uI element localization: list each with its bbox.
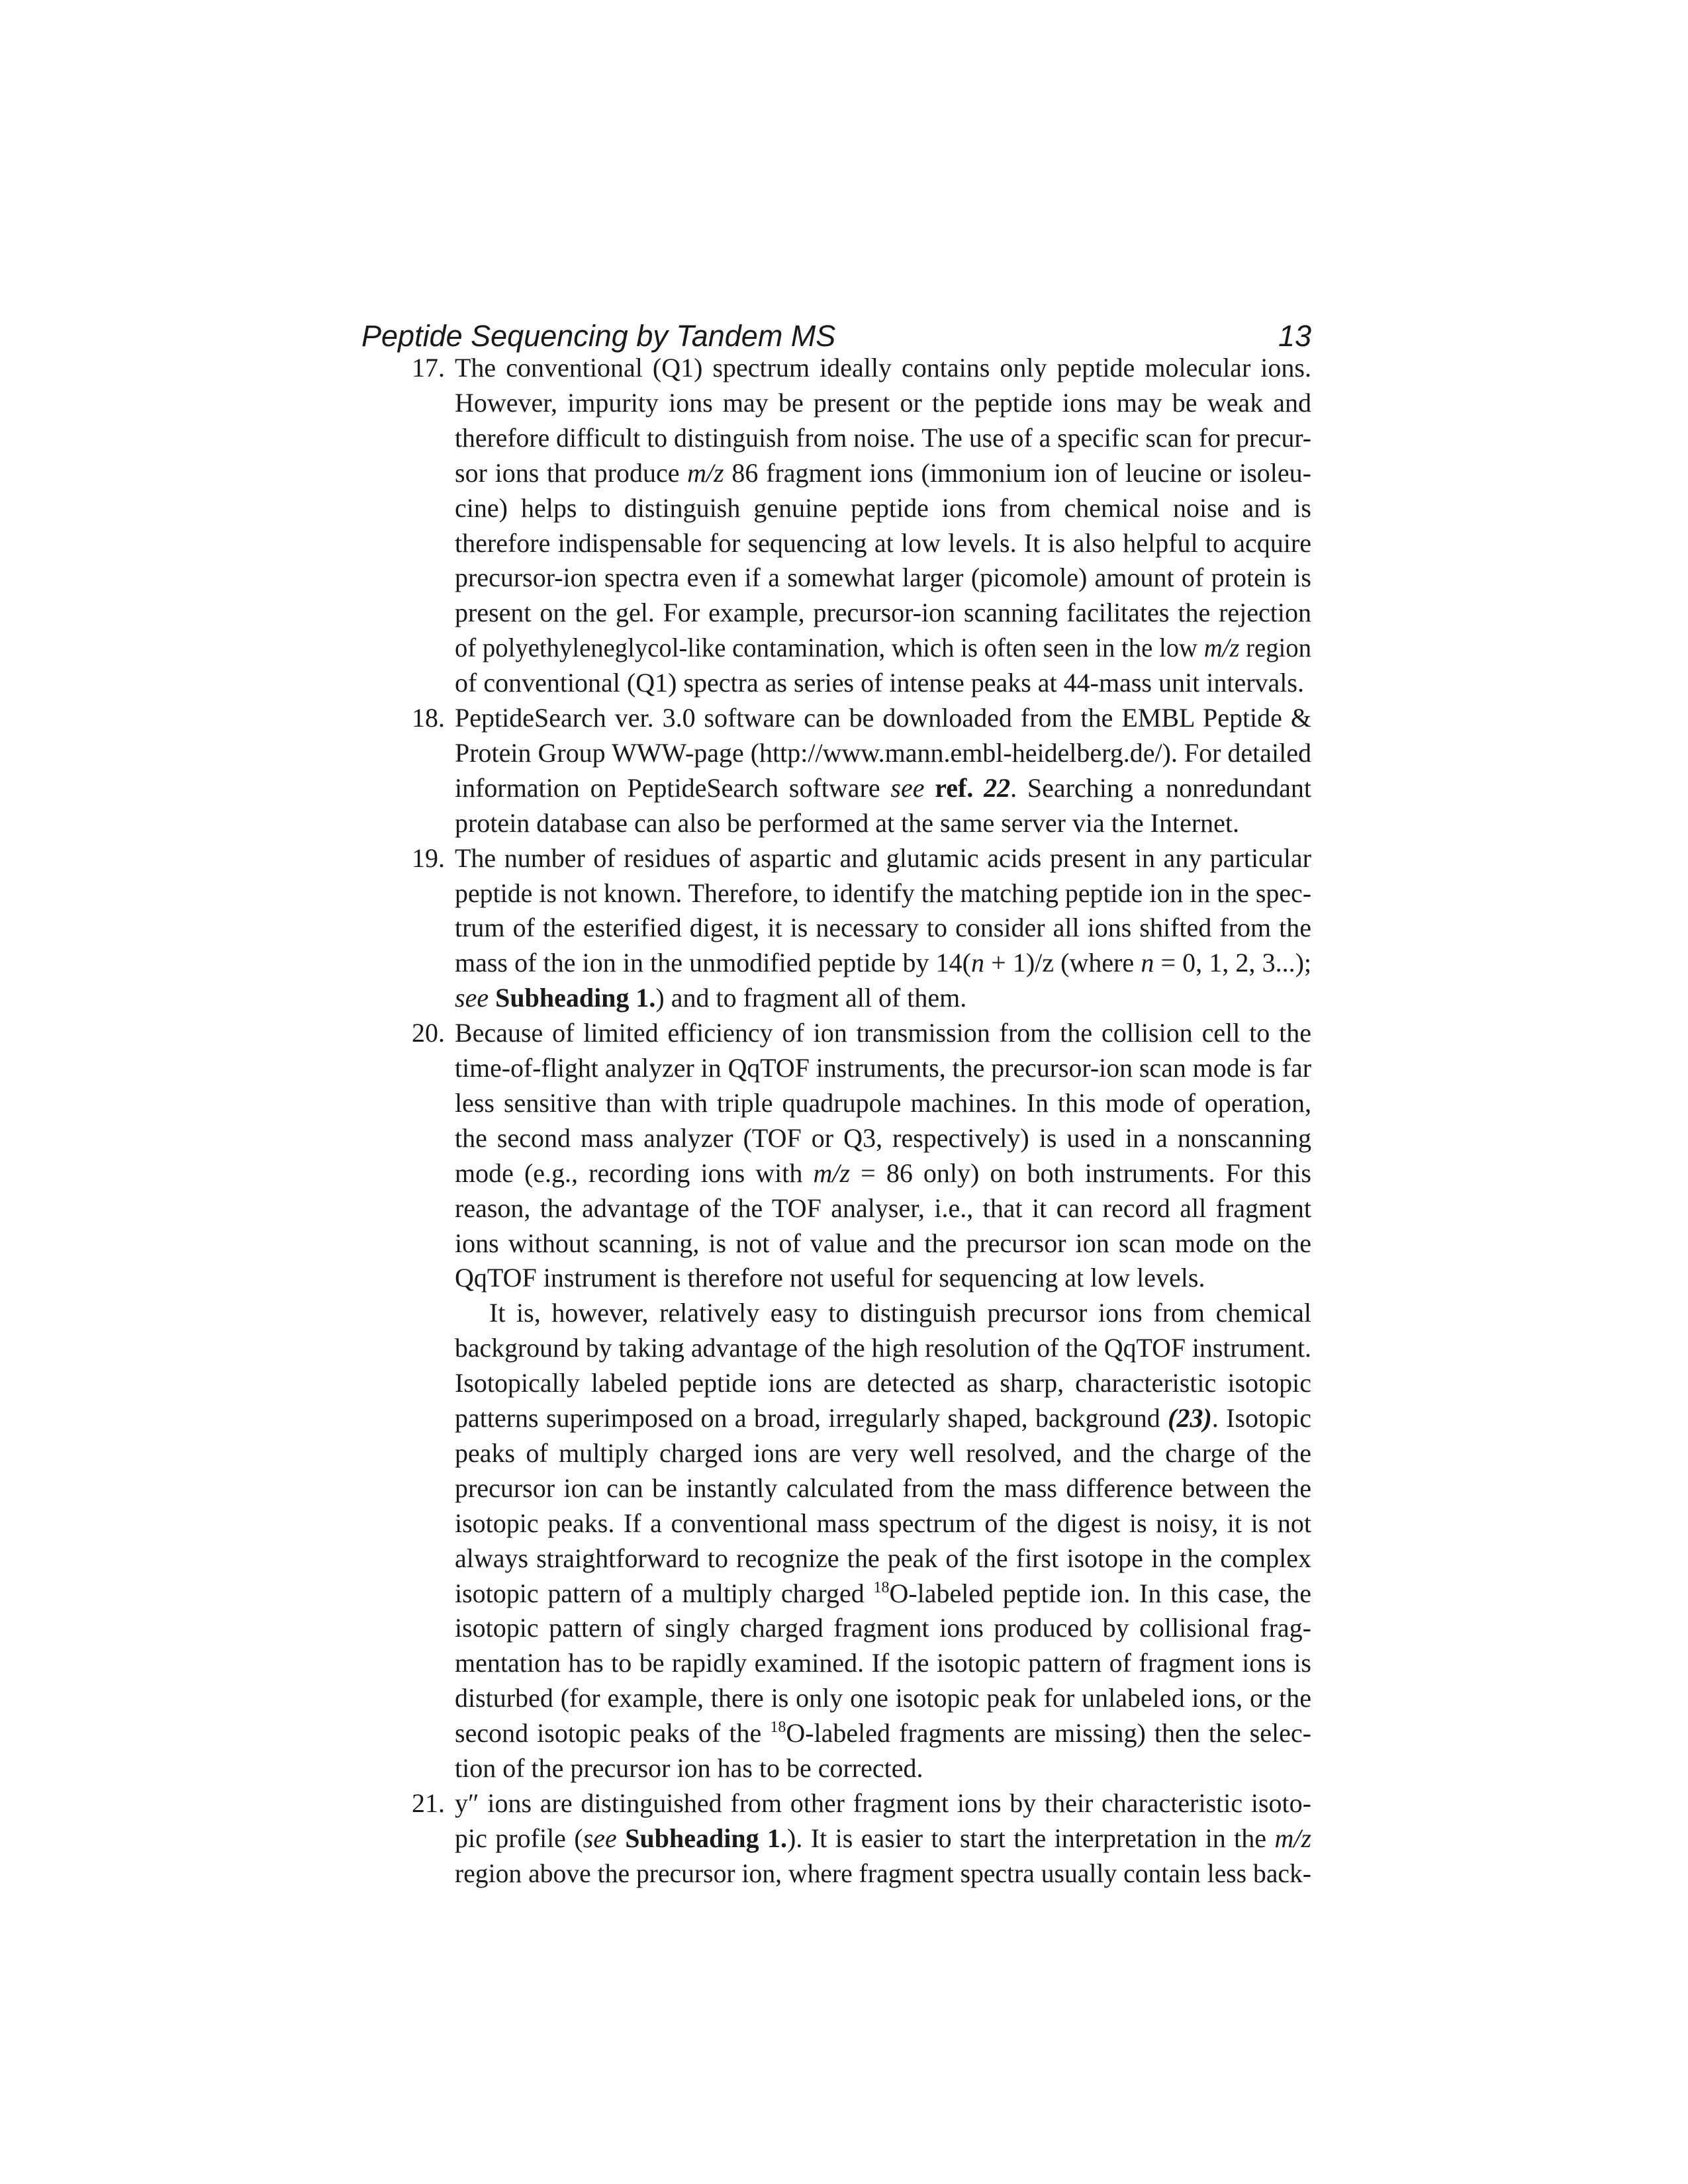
note-line — [455, 702, 1311, 733]
text-run: n — [970, 948, 984, 978]
text-run: Isotopically labeled peptide ions are detected as sharp, characteristic isotopic — [455, 1368, 1311, 1398]
text-run: ions without scanning, is not of value and the precursor ion scan mode on the — [455, 1228, 1311, 1258]
text-run: pic profile ( — [455, 1823, 583, 1853]
text-run: therefore difficult to distinguish from noise. The use of a specific scan for precur- — [455, 422, 1311, 453]
text-run: ref. — [935, 772, 974, 803]
text-run: the second mass analyzer (TOF or Q3, respectively) is used in a nonscanning — [455, 1122, 1311, 1153]
note-line — [455, 1543, 1311, 1574]
text-run: mode (e.g., recording ions with — [455, 1158, 814, 1188]
text-run: information on PeptideSearch software — [455, 772, 891, 803]
text-run: isotopic pattern of singly charged fragment ions produced by collisional frag- — [455, 1613, 1311, 1643]
text-run: 22 — [984, 772, 1011, 803]
text-run: However, impurity ions may be present or the peptide ions may be weak and — [455, 387, 1311, 418]
text-run: mentation has to be rapidly examined. If the isotopic pattern of fragment ions is — [455, 1648, 1311, 1678]
note-line — [455, 1367, 1311, 1398]
text-run: Subheading 1. — [495, 983, 656, 1013]
text-run: The conventional (Q1) spectrum ideally contains only peptide molecular ions. — [455, 353, 1311, 383]
text-run: mass of the ion in the unmodified peptide by 14( — [455, 948, 971, 978]
note-number: 18. — [412, 703, 445, 733]
note-line — [455, 1052, 1311, 1083]
note-line — [455, 1578, 1311, 1609]
text-run: background by taking advantage of the high resolution of the QqTOF instrument. — [455, 1333, 1311, 1363]
text-run: peaks of multiply charged ions are very well resolved, and the charge of the — [455, 1437, 1311, 1468]
note-line — [455, 562, 1311, 593]
note-line — [455, 1228, 1311, 1259]
note-line — [455, 597, 1311, 628]
text-run: m/z — [813, 1158, 851, 1188]
text-run: O-labeled fragments are missing) then the selec- — [786, 1718, 1311, 1749]
text-run: trum of the esterified digest, it is necessary to consider all ions shifted from the — [455, 913, 1311, 943]
text-run: = 86 only) on both instruments. For this — [850, 1158, 1312, 1188]
text-run: It is, however, relatively easy to distinguish precursor ions from chemical — [489, 1298, 1311, 1328]
text-run: cine) helps to distinguish genuine peptide ions from chemical noise and is — [455, 492, 1311, 523]
text-run: m/z — [1274, 1823, 1312, 1853]
text-run: patterns superimposed on a broad, irregularly shaped, background — [455, 1403, 1168, 1433]
note-number: 21. — [412, 1788, 445, 1818]
note-line — [455, 352, 1311, 383]
text-run: see — [890, 772, 925, 803]
note-line — [455, 1122, 1311, 1154]
note-line — [455, 1437, 1311, 1469]
text-run: ) and to fragment all of them. — [655, 983, 967, 1013]
note-line — [455, 1612, 1311, 1643]
note-line — [455, 1788, 1311, 1819]
note-line — [455, 1858, 1311, 1889]
text-run: precursor-ion spectra even if a somewhat larger (picomole) amount of protein is — [455, 563, 1311, 593]
note-line — [455, 1262, 1205, 1293]
note-line — [455, 387, 1311, 418]
note-line — [455, 527, 1311, 559]
text-run: see — [455, 983, 489, 1013]
note-number: 20. — [412, 1018, 445, 1048]
text-run: disturbed (for example, there is only one isotopic peak for unlabeled ions, or the — [455, 1683, 1311, 1713]
note-line — [455, 1752, 923, 1784]
text-run: second isotopic peaks of the — [455, 1718, 771, 1749]
text-run: therefore indispensable for sequencing at low levels. It is also helpful to acquire — [455, 527, 1311, 558]
note-line — [455, 667, 1304, 698]
note-line — [455, 1647, 1311, 1678]
text-run: precursor ion can be instantly calculated from the mass difference between the — [455, 1473, 1311, 1503]
note-line — [455, 1473, 1311, 1504]
note-line — [455, 1508, 1311, 1539]
text-run: ). It is easier to start the interpretation in the — [787, 1823, 1275, 1853]
text-run: . Isotopic — [1211, 1403, 1311, 1433]
text-run: region above the precursor ion, where fragment spectra usually contain less back- — [455, 1858, 1311, 1888]
note-line — [455, 632, 1311, 663]
note-line — [455, 457, 1311, 488]
note-line — [455, 1158, 1311, 1189]
text-run: time-of-flight analyzer in QqTOF instruments, the precursor-ion scan mode is far — [455, 1053, 1311, 1083]
superscript: 18 — [770, 1719, 786, 1737]
note-line — [455, 1017, 1311, 1048]
text-run: = 0, 1, 2, 3...); — [1154, 948, 1312, 978]
text-run: sor ions that produce — [455, 457, 688, 488]
note-line — [455, 422, 1311, 453]
note-line — [455, 1402, 1311, 1433]
text-run: The number of residues of aspartic and glutamic acids present in any particular — [455, 842, 1311, 873]
note-line — [455, 1823, 1311, 1854]
text-run: of conventional (Q1) spectra as series of intense peaks at 44-mass unit intervals. — [455, 668, 1304, 698]
text-run: + 1)/z (where — [984, 948, 1141, 978]
text-run: present on the gel. For example, precursor-ion scanning facilitates the rejection — [455, 598, 1311, 628]
text-run: Protein Group WWW-page (http://www.mann.embl-heidelberg.de/). For detailed — [455, 737, 1311, 768]
text-run: reason, the advantage of the TOF analyser, i.e., that it can record all fragment — [455, 1193, 1311, 1223]
text-run: m/z — [1203, 633, 1240, 663]
note-line — [455, 492, 1311, 523]
text-run: m/z — [687, 457, 724, 488]
text-run: Subheading 1. — [625, 1823, 788, 1853]
note-line — [455, 1717, 1311, 1749]
note-line — [455, 807, 1239, 839]
text-run: always straightforward to recognize the peak of the first isotope in the complex — [455, 1543, 1311, 1573]
text-run: PeptideSearch ver. 3.0 software can be downloaded from the EMBL Peptide & — [455, 703, 1311, 733]
text-run: y″ ions are distinguished from other fragment ions by their characteristic isoto- — [455, 1788, 1311, 1818]
note-line — [455, 878, 1311, 909]
text-run: isotopic peaks. If a conventional mass spectrum of the digest is noisy, it is not — [455, 1508, 1311, 1538]
running-head-title: Peptide Sequencing by Tandem MS — [361, 319, 836, 353]
note-line — [455, 1193, 1311, 1224]
note-line — [455, 982, 966, 1013]
note-line — [455, 772, 1311, 803]
note-number: 17. — [412, 353, 445, 383]
text-run: isotopic pattern of a multiply charged — [455, 1578, 874, 1608]
page-number: 13 — [1278, 319, 1311, 353]
note-line — [455, 947, 1311, 978]
text-run: peptide is not known. Therefore, to identify the matching peptide ion in the spec- — [455, 878, 1311, 908]
text-run — [617, 1823, 625, 1853]
text-run — [489, 983, 495, 1013]
text-run: . Searching a nonredundant — [1010, 772, 1312, 803]
note-line — [455, 842, 1311, 874]
text-run: region — [1239, 633, 1311, 663]
text-run: protein database can also be performed at the same server via the Internet. — [455, 807, 1240, 838]
text-run: Because of limited efficiency of ion transmission from the collision cell to the — [455, 1018, 1311, 1048]
text-run — [973, 773, 984, 803]
superscript: 18 — [873, 1578, 890, 1596]
text-run: O-labeled peptide ion. In this case, the — [889, 1578, 1311, 1608]
text-run — [924, 773, 935, 803]
text-run: (23) — [1168, 1403, 1212, 1433]
text-run: n — [1141, 948, 1154, 978]
text-run: tion of the precursor ion has to be corrected. — [455, 1753, 923, 1783]
note-number: 19. — [412, 842, 445, 873]
note-line — [455, 912, 1311, 943]
text-run: 86 fragment ions (immonium ion of leucine or isoleu- — [724, 457, 1311, 488]
text-run: QqTOF instrument is therefore not useful for sequencing at low levels. — [455, 1263, 1205, 1293]
text-run: see — [583, 1823, 617, 1853]
note-line — [489, 1297, 1311, 1328]
text-run: less sensitive than with triple quadrupole machines. In this mode of operation, — [455, 1087, 1311, 1118]
note-line — [455, 737, 1311, 768]
note-line — [455, 1332, 1311, 1363]
note-line — [455, 1087, 1311, 1118]
text-run: of polyethyleneglycol-like contamination, which is often seen in the low — [455, 633, 1204, 663]
note-line — [455, 1682, 1311, 1713]
